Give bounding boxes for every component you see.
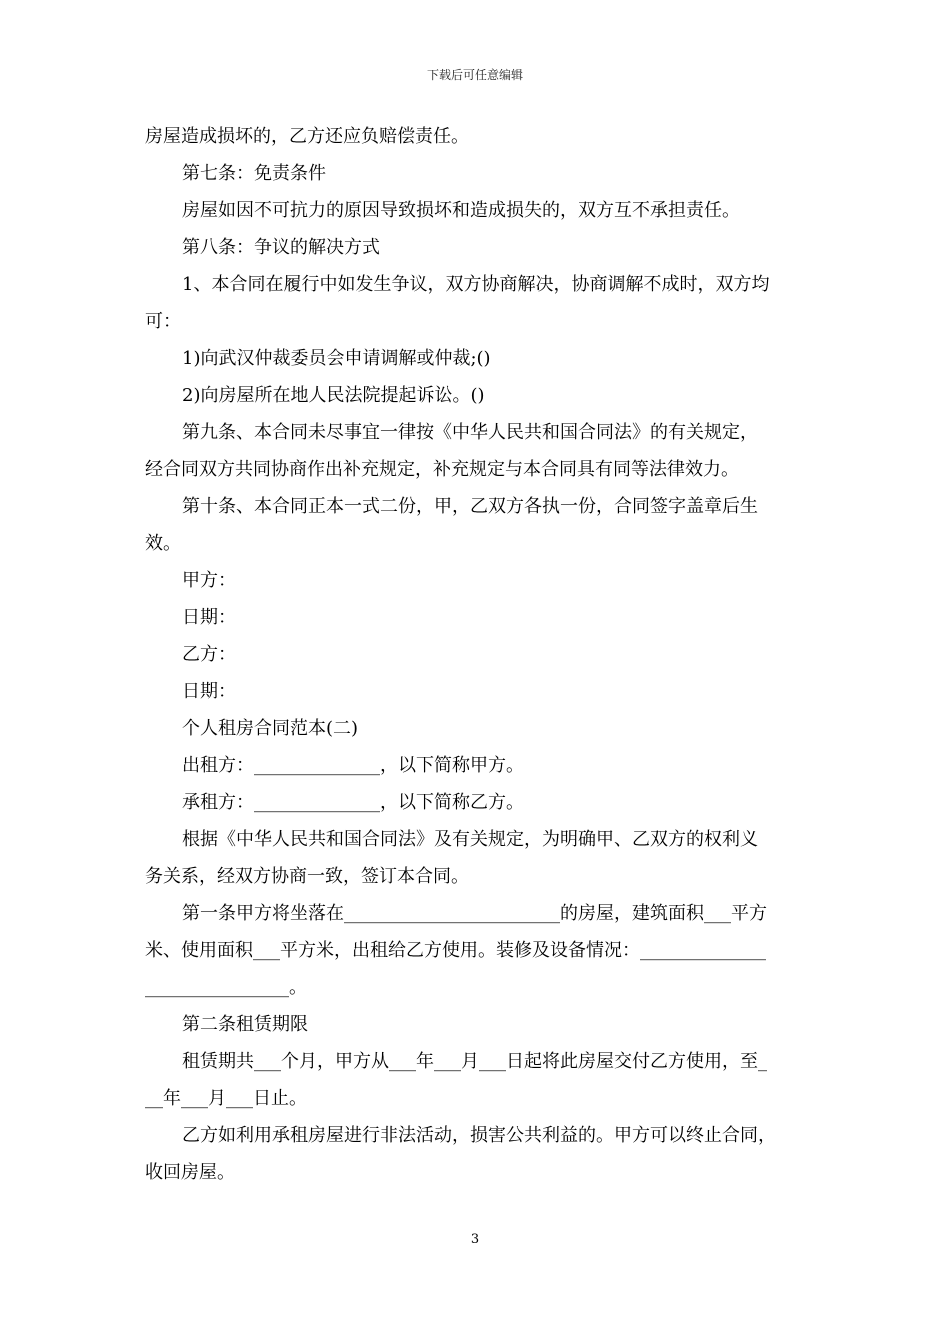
paragraph-line: 房屋如因不可抗力的原因导致损坏和造成损失的，双方互不承担责任。 xyxy=(182,200,740,221)
contract-title: 个人租房合同范本(二) xyxy=(182,718,359,739)
lessor-line: 出租方：______________，以下简称甲方。 xyxy=(182,755,524,776)
paragraph-line: 经合同双方共同协商作出补充规定，补充规定与本合同具有同等法律效力。 xyxy=(145,459,739,480)
page-number: 3 xyxy=(470,1232,480,1247)
paragraph-line: 租赁期共___个月，甲方从___年___月___日起将此房屋交付乙方使用，至_ xyxy=(182,1051,767,1072)
paragraph-line: 效。 xyxy=(145,533,181,554)
paragraph-line: 第一条甲方将坐落在________________________的房屋，建筑面积___平方 xyxy=(182,903,767,924)
section-heading: 第八条：争议的解决方式 xyxy=(182,237,380,258)
paragraph-line: 根据《中华人民共和国合同法》及有关规定，为明确甲、乙双方的权利义 xyxy=(182,829,758,850)
signature-date-label: 日期： xyxy=(182,607,236,628)
paragraph-line: 米、使用面积___平方米，出租给乙方使用。装修及设备情况：______________ xyxy=(145,940,766,961)
signature-date-label: 日期： xyxy=(182,681,236,702)
paragraph-line: 第十条、本合同正本一式二份，甲，乙双方各执一份，合同签字盖章后生 xyxy=(182,496,758,517)
paragraph-line: 房屋造成损坏的，乙方还应负赔偿责任。 xyxy=(145,126,469,147)
section-heading: 第二条租赁期限 xyxy=(182,1014,308,1035)
list-item: 1)向武汉仲裁委员会申请调解或仲裁;() xyxy=(182,348,491,369)
paragraph-line: 第九条、本合同未尽事宜一律按《中华人民共和国合同法》的有关规定， xyxy=(182,422,758,443)
paragraph-line: 收回房屋。 xyxy=(145,1162,235,1183)
list-item: 2)向房屋所在地人民法院提起诉讼。() xyxy=(182,385,485,406)
paragraph-line: 可： xyxy=(145,311,181,332)
page-header: 下载后可任意编辑 xyxy=(426,68,523,82)
paragraph-line: __年___月___日止。 xyxy=(145,1088,307,1109)
paragraph-line: 1、本合同在履行中如发生争议，双方协商解决，协商调解不成时，双方均 xyxy=(182,274,770,295)
section-heading: 第七条：免责条件 xyxy=(182,163,326,184)
signature-label-party-b: 乙方： xyxy=(182,644,236,665)
paragraph-line: 乙方如利用承租房屋进行非法活动，损害公共利益的。甲方可以终止合同， xyxy=(182,1125,776,1146)
document-body xyxy=(145,118,810,1191)
paragraph-line: ________________。 xyxy=(145,977,307,998)
paragraph-line: 务关系，经双方协商一致，签订本合同。 xyxy=(145,866,469,887)
lessee-line: 承租方：______________，以下简称乙方。 xyxy=(182,792,524,813)
signature-label-party-a: 甲方： xyxy=(182,570,236,591)
